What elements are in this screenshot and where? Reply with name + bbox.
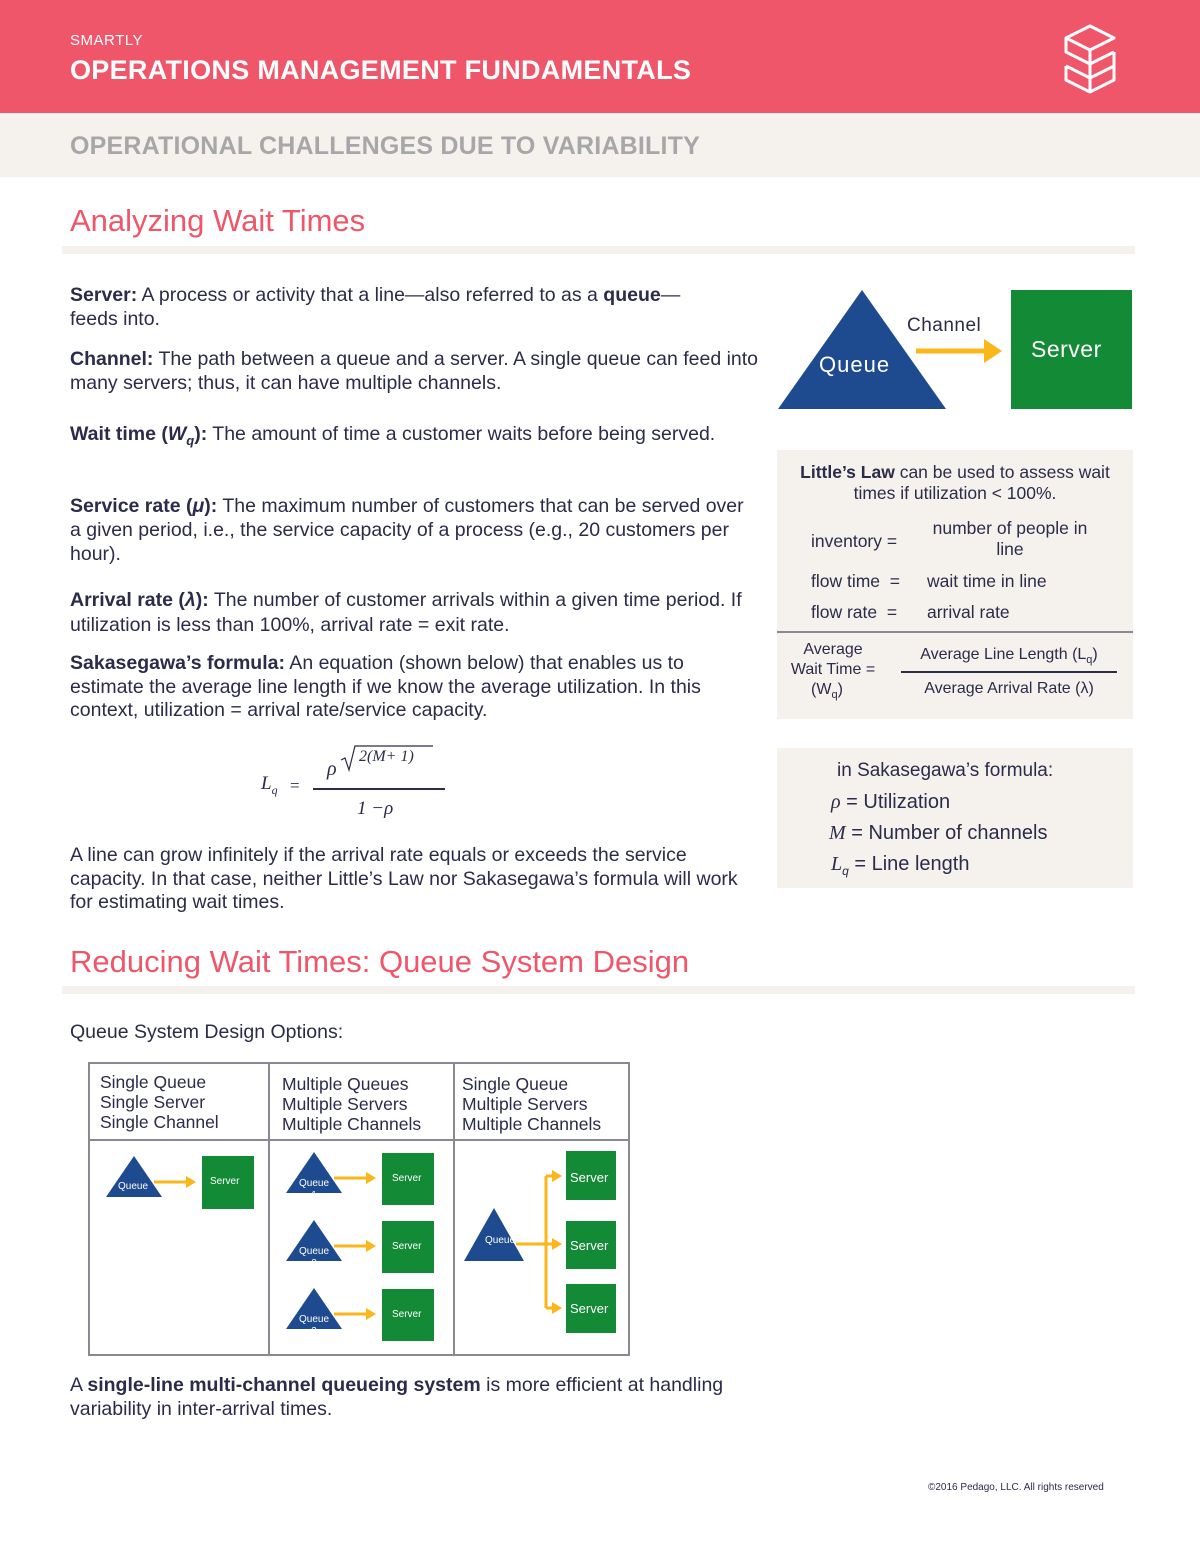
mini-queue-label-1: Queue 1 bbox=[299, 1178, 330, 1201]
queue-label: Queue bbox=[819, 352, 891, 377]
server-label: Server bbox=[1031, 336, 1102, 362]
arrow-head-icon bbox=[552, 1302, 562, 1314]
legend-title: in Sakasegawa’s formula: bbox=[837, 760, 1054, 781]
copyright: ©2016 Pedago, LLC. All rights reserved bbox=[928, 1482, 1104, 1493]
definition-wait-time: Wait time $(W_q)$: The amount of time a customer waits before being served. bbox=[70, 423, 716, 448]
section-title-reducing: Reducing Wait Times: Queue System Design bbox=[70, 944, 690, 979]
term-queue: queue bbox=[603, 284, 661, 306]
arrow-head-icon bbox=[366, 1308, 376, 1320]
term-wait-time: Wait time bbox=[70, 423, 156, 445]
mini-queue-label: Queue bbox=[118, 1181, 149, 1192]
littles-law-intro: Little’s Law can be used to assess wait times if utilization < 100%. bbox=[800, 462, 1110, 503]
law-row-flow-rate-left: flow rate = bbox=[811, 602, 898, 622]
section-title-analyzing: Analyzing Wait Times bbox=[70, 203, 366, 238]
law-row-inventory-right: number of people in line bbox=[932, 518, 1088, 559]
avg-fraction-bar bbox=[901, 671, 1117, 673]
smartly-logo-icon bbox=[1060, 22, 1120, 96]
legend-utilization: ρ = Utilization bbox=[831, 791, 951, 813]
legend-line-length: $L_q$ = Line length bbox=[831, 853, 970, 878]
law-row-flow-rate-right: arrival rate bbox=[927, 602, 1010, 622]
arrow-head-icon bbox=[552, 1170, 562, 1182]
definition-channel: Channel: The path between a queue and a server. A single queue can feed into many servers; thus, it can have multiple channels. bbox=[70, 348, 759, 394]
mini-server-label: Server bbox=[570, 1170, 609, 1185]
conclusion-text: A single-line multi-channel queueing system is more efficient at handling variability in inter-arrival times. bbox=[70, 1374, 724, 1420]
arrow-head-icon bbox=[186, 1176, 196, 1188]
definition-service-rate: Service rate (μ): The maximum number of customers that can be served over a given period, i.e., the service capacity of a process (e.g., 20 customers per hour). bbox=[70, 495, 744, 565]
table-header-col1: Single Queue Single Server Single Channel bbox=[100, 1072, 219, 1132]
arrow-head-icon bbox=[984, 339, 1002, 363]
subheader-title: OPERATIONAL CHALLENGES DUE TO VARIABILITY bbox=[70, 132, 700, 160]
term-server: Server: bbox=[70, 284, 138, 306]
term-sakasegawa: Sakasegawa’s formula: bbox=[70, 652, 285, 674]
littles-law-box bbox=[777, 450, 1133, 719]
table-header-col2: Multiple Queues Multiple Servers Multiple Channels bbox=[282, 1074, 422, 1134]
infinite-line-note: A line can grow infinitely if the arrival rate equals or exceeds the service capacity. In that case, neither Little’s Law nor Sakasegawa’s formula will work for estimating wait times. bbox=[70, 844, 738, 913]
arrow-head-icon bbox=[366, 1240, 376, 1252]
sakasegawa-legend-box bbox=[777, 748, 1133, 888]
term-channel: Channel: bbox=[70, 348, 154, 370]
avg-arrival-rate-denominator: Average Arrival Rate (λ) bbox=[924, 680, 1094, 697]
definition-server: Server: A process or activity that a line—also referred to as a queue—feeds into. bbox=[70, 284, 681, 330]
formula-rho: ρ bbox=[327, 758, 337, 780]
mini-queue-label: Queue bbox=[485, 1235, 516, 1246]
formula-fraction-bar bbox=[313, 788, 445, 790]
law-row-flow-time-left: flow time = bbox=[811, 571, 900, 591]
law-row-flow-time-right: wait time in line bbox=[927, 571, 1047, 591]
term-service-rate: Service rate bbox=[70, 495, 181, 517]
formula-equals: = bbox=[290, 776, 300, 795]
formula-radicand: 2(M+ 1) bbox=[359, 748, 414, 765]
arrow-head-icon bbox=[366, 1172, 376, 1184]
formula-denominator: 1 −ρ bbox=[357, 798, 394, 819]
avg-wait-time-label: Average Wait Time = $(W_q)$ bbox=[790, 641, 876, 702]
formula-lhs: $L_q$ bbox=[261, 773, 278, 797]
sakasegawa-formula bbox=[255, 740, 455, 830]
mini-server-label: Server bbox=[392, 1309, 422, 1320]
channel-label: Channel bbox=[907, 315, 982, 336]
law-row-inventory-left: inventory = bbox=[811, 531, 898, 551]
mini-server-label: Server bbox=[210, 1176, 240, 1187]
section-divider bbox=[62, 246, 1135, 254]
section-divider bbox=[62, 986, 1135, 994]
law-divider bbox=[777, 631, 1133, 633]
definition-arrival-rate: Arrival rate (λ): The number of customer arrivals within a given time period. If utilization is less than 100%, arrival rate = exit rate. bbox=[70, 589, 742, 636]
mini-queue-label-3: Queue 3 bbox=[299, 1314, 330, 1337]
table-header-col3: Single Queue Multiple Servers Multiple Channels bbox=[462, 1074, 602, 1134]
mini-server-label: Server bbox=[392, 1241, 422, 1252]
mini-server-label: Server bbox=[570, 1238, 609, 1253]
brand-name: SMARTLY bbox=[70, 32, 143, 49]
legend-channels: M = Number of channels bbox=[829, 822, 1048, 844]
avg-line-length-numerator: Average Line Length $(L_q)$ bbox=[920, 646, 1098, 667]
mini-server-label: Server bbox=[570, 1301, 609, 1316]
arrow-head-icon bbox=[552, 1238, 562, 1250]
mini-queue-label-2: Queue 2 bbox=[299, 1246, 330, 1269]
definition-sakasegawa: Sakasegawa’s formula: An equation (shown below) that enables us to estimate the average line length if we know the average utilization. In this context, utilization = arrival rate/service capacity. bbox=[70, 652, 701, 721]
term-arrival-rate: Arrival rate bbox=[70, 589, 173, 611]
queue-options-label: Queue System Design Options: bbox=[70, 1021, 344, 1043]
mini-server-label: Server bbox=[392, 1173, 422, 1184]
course-title: OPERATIONS MANAGEMENT FUNDAMENTALS bbox=[70, 55, 692, 85]
